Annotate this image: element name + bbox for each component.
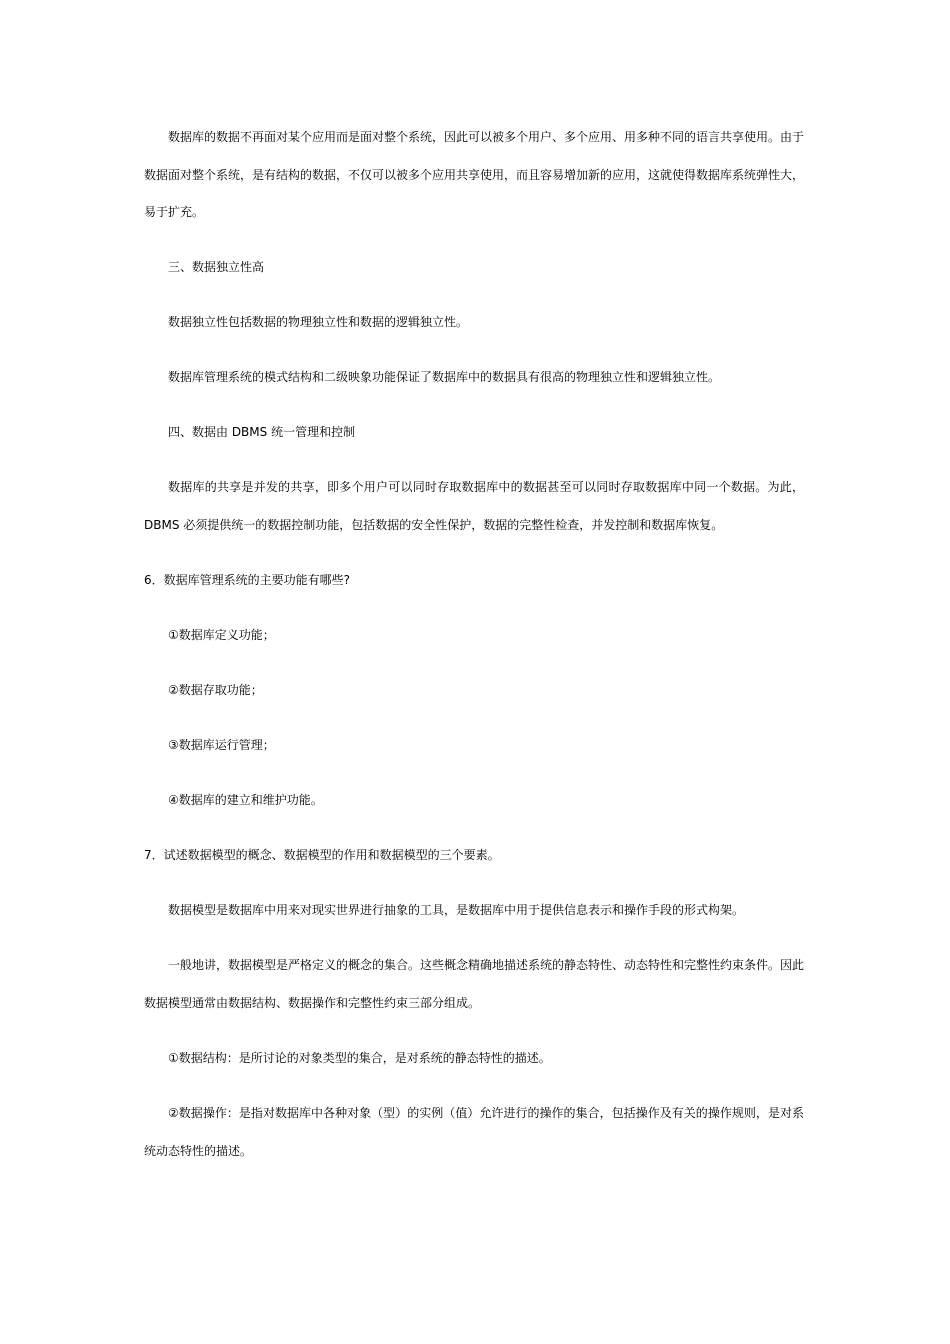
question-heading: 6．数据库管理系统的主要功能有哪些? (144, 573, 351, 587)
section-heading: 四、数据由 DBMS 统一管理和控制 (168, 425, 356, 439)
paragraph-line: 易于扩充。 (144, 205, 205, 219)
list-item: ②数据存取功能； (168, 683, 263, 697)
paragraph-line: 数据模型通常由数据结构、数据操作和完整性约束三部分组成。 (144, 996, 481, 1010)
paragraph-line: 数据库的数据不再面对某个应用而是面对整个系统，因此可以被多个用户、多个应用、用多种不同的语言共享使用。由于 (168, 130, 804, 144)
question-heading: 7．试述数据模型的概念、数据模型的作用和数据模型的三个要素。 (144, 848, 500, 862)
list-item: ①数据库定义功能； (168, 628, 275, 642)
paragraph-line: 数据面对整个系统，是有结构的数据，不仅可以被多个应用共享使用，而且容易增加新的应用，这就使得数据库系统弹性大， (144, 168, 804, 182)
paragraph-line: 统动态特性的描述。 (144, 1144, 253, 1158)
paragraph-line: DBMS 必须提供统一的数据控制功能，包括数据的安全性保护，数据的完整性检查，并发控制和数据库恢复。 (144, 518, 724, 532)
paragraph-line: 数据独立性包括数据的物理独立性和数据的逻辑独立性。 (168, 315, 469, 329)
section-heading: 三、数据独立性高 (168, 260, 265, 274)
paragraph-line: 数据库的共享是并发的共享，即多个用户可以同时存取数据库中的数据甚至可以同时存取数据库中同一个数据。为此， (168, 480, 804, 494)
paragraph-line: 数据库管理系统的模式结构和二级映象功能保证了数据库中的数据具有很高的物理独立性和逻辑独立性。 (168, 370, 721, 384)
list-item: ③数据库运行管理； (168, 738, 275, 752)
list-item: ②数据操作：是指对数据库中各种对象（型）的实例（值）允许进行的操作的集合，包括操作及有关的操作规则，是对系 (168, 1106, 804, 1120)
paragraph-line: 数据模型是数据库中用来对现实世界进行抽象的工具，是数据库中用于提供信息表示和操作手段的形式构架。 (168, 903, 745, 917)
list-item: ①数据结构：是所讨论的对象类型的集合，是对系统的静态特性的描述。 (168, 1051, 551, 1065)
paragraph-line: 一般地讲，数据模型是严格定义的概念的集合。这些概念精确地描述系统的静态特性、动态特性和完整性约束条件。因此 (168, 958, 804, 972)
list-item: ④数据库的建立和维护功能。 (168, 793, 323, 807)
